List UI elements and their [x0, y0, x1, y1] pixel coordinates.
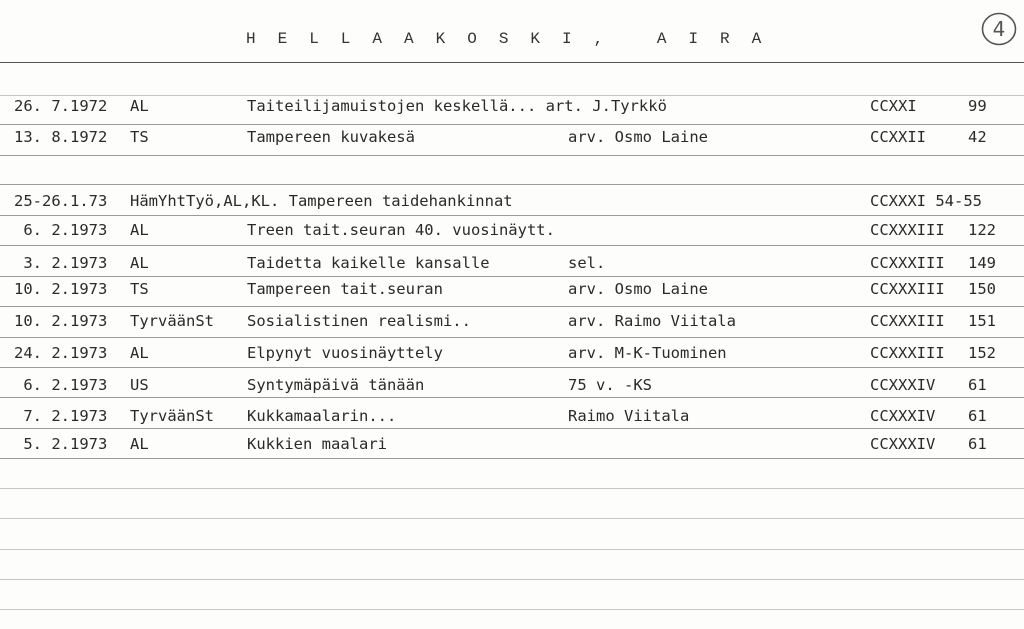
entry-row — [0, 192, 1024, 214]
rule-line — [0, 215, 1024, 216]
entry-page: 61 — [968, 435, 987, 453]
entry-source: US — [130, 376, 149, 394]
entry-volume: CCXXXIV — [870, 376, 936, 394]
entry-source: AL — [130, 344, 149, 362]
entry-title: Tampereen tait.seuran — [247, 280, 443, 298]
entry-volume: CCXXXIII — [870, 312, 945, 330]
entry-volume: CCXXII — [870, 128, 926, 146]
rule-line — [0, 579, 1024, 580]
entry-row — [0, 128, 1024, 150]
rule-line — [0, 488, 1024, 489]
entry-note: arv. Raimo Viitala — [568, 312, 736, 330]
entry-title: Tampereen kuvakesä — [247, 128, 415, 146]
rule-line — [0, 609, 1024, 610]
entry-volume: CCXXXIV — [870, 407, 936, 425]
entry-volume: CCXXXIII — [870, 280, 945, 298]
entry-date: 10. 2.1973 — [14, 280, 108, 298]
rule-line — [0, 458, 1024, 459]
entry-note: arv. Osmo Laine — [568, 128, 708, 146]
entry-note: 75 v. -KS — [568, 376, 652, 394]
entry-volume: CCXXXIV — [870, 435, 936, 453]
entry-page: 61 — [968, 407, 987, 425]
header-rule — [0, 62, 1024, 63]
rule-line — [0, 184, 1024, 185]
rule-line — [0, 549, 1024, 550]
entry-page: 42 — [968, 128, 987, 146]
entry-row — [0, 312, 1024, 334]
rule-line — [0, 124, 1024, 125]
entry-page: 151 — [968, 312, 996, 330]
entry-date: 13. 8.1972 — [14, 128, 108, 146]
entry-source: AL — [130, 97, 149, 115]
entry-date: 6. 2.1973 — [14, 221, 108, 239]
corner-mark-text: 4 — [992, 17, 1006, 41]
entry-row — [0, 254, 1024, 276]
rule-line — [0, 155, 1024, 156]
entry-note: Raimo Viitala — [568, 407, 690, 425]
entry-row — [0, 221, 1024, 243]
rule-line — [0, 245, 1024, 246]
rule-line — [0, 367, 1024, 368]
rule-line — [0, 276, 1024, 277]
entry-source: HämYhtTyö,AL,KL. Tampereen taidehankinnat — [130, 192, 513, 210]
entry-date: 6. 2.1973 — [14, 376, 108, 394]
entry-title: Taiteilijamuistojen keskellä... art. J.Tyrkkö — [247, 97, 667, 115]
entry-volume: CCXXXIII — [870, 221, 945, 239]
entry-source: TyrväänSt — [130, 312, 214, 330]
entry-row — [0, 376, 1024, 398]
entry-date: 24. 2.1973 — [14, 344, 108, 362]
entry-page: 150 — [968, 280, 996, 298]
entry-row — [0, 344, 1024, 366]
entry-title: Syntymäpäivä tänään — [247, 376, 425, 394]
entry-source: TyrväänSt — [130, 407, 214, 425]
rule-line — [0, 306, 1024, 307]
entry-date: 26. 7.1972 — [14, 97, 108, 115]
entry-date: 7. 2.1973 — [14, 407, 108, 425]
entry-source: TS — [130, 128, 149, 146]
entry-title: Treen tait.seuran 40. vuosinäytt. — [247, 221, 555, 239]
entry-row — [0, 280, 1024, 302]
circled-number-mark — [980, 10, 1018, 48]
rule-line — [0, 95, 1024, 96]
entry-title: Kukkien maalari — [247, 435, 387, 453]
entry-date: 5. 2.1973 — [14, 435, 108, 453]
entry-source: AL — [130, 221, 149, 239]
entry-source: TS — [130, 280, 149, 298]
entry-page: 61 — [968, 376, 987, 394]
entry-date: 10. 2.1973 — [14, 312, 108, 330]
entry-row — [0, 435, 1024, 457]
entry-page: 122 — [968, 221, 996, 239]
entry-page: 152 — [968, 344, 996, 362]
entry-title: Taidetta kaikelle kansalle — [247, 254, 490, 272]
rule-line — [0, 518, 1024, 519]
entry-note: sel. — [568, 254, 606, 272]
entry-volume: CCXXXI 54-55 — [870, 192, 982, 210]
entry-title: Sosialistinen realismi.. — [247, 312, 471, 330]
entry-note: arv. M-K-Tuominen — [568, 344, 727, 362]
rule-line — [0, 337, 1024, 338]
entry-note: arv. Osmo Laine — [568, 280, 708, 298]
entry-page: 149 — [968, 254, 996, 272]
entry-title: Elpynyt vuosinäyttely — [247, 344, 443, 362]
entry-source: AL — [130, 435, 149, 453]
card-heading: H E L L A A K O S K I , A I R A — [246, 30, 768, 48]
entry-volume: CCXXI — [870, 97, 917, 115]
entry-date: 3. 2.1973 — [14, 254, 108, 272]
entry-source: AL — [130, 254, 149, 272]
entry-page: 99 — [968, 97, 987, 115]
entry-date: 25-26.1.73 — [14, 192, 108, 210]
entry-volume: CCXXXIII — [870, 254, 945, 272]
entry-row — [0, 407, 1024, 429]
entry-row — [0, 97, 1024, 119]
entry-title: Kukkamaalarin... — [247, 407, 397, 425]
entry-volume: CCXXXIII — [870, 344, 945, 362]
